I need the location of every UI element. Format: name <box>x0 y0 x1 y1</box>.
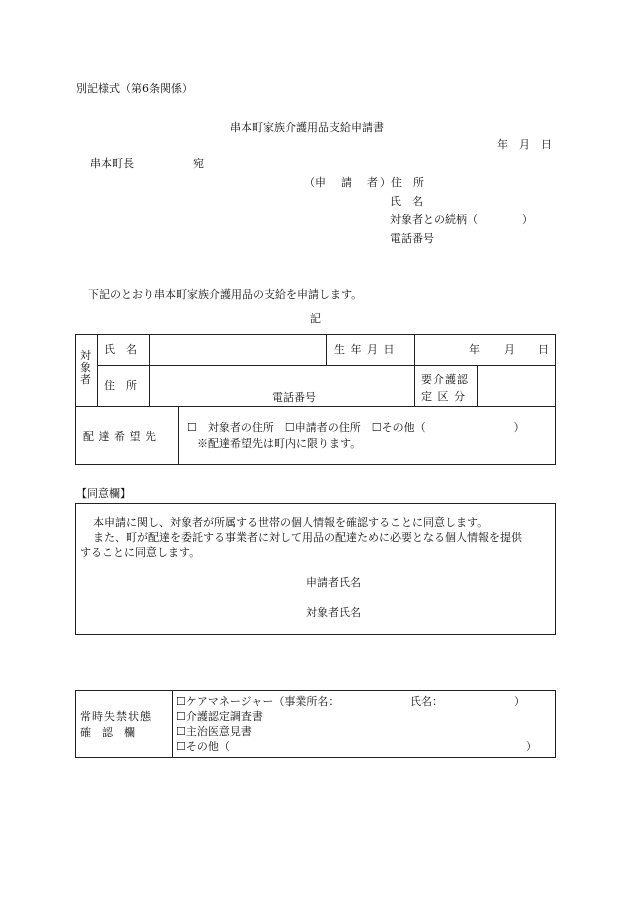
name-label: 氏 名 <box>104 343 137 356</box>
address-label: 住 所 <box>104 379 137 392</box>
applicant-signature-label: 申請者氏名 <box>306 576 361 589</box>
option-care-manager-name: 氏名： <box>410 695 443 708</box>
subject-label: 対 象 者 <box>80 349 91 386</box>
option-care-manager-close: ） <box>514 695 525 708</box>
form-reference: 別記様式（第6条関係） <box>76 82 193 95</box>
consent-line-3: することに同意します。 <box>80 546 201 559</box>
relation-label: 対象者との続柄（ ） <box>390 213 533 226</box>
birth-year: 年 <box>469 343 480 356</box>
applicant-label: （申 請 者）住 所 <box>304 176 424 189</box>
ki-heading: 記 <box>310 312 321 325</box>
birth-label: 生 年 月 日 <box>334 343 395 356</box>
option-care-manager[interactable]: ☐ケアマネージャー（事業所名： <box>176 695 340 708</box>
intro-text: 下記のとおり串本町家族介護用品の支給を申請します。 <box>88 288 363 301</box>
care-level-label: 要介護認 定 区 分 <box>421 373 469 403</box>
date-field: 年 月 日 <box>497 138 552 151</box>
consent-line-1: 本申請に関し、対象者が所属する世帯の個人情報を確認することに同意します。 <box>93 516 489 529</box>
option-doctor-opinion[interactable]: ☐主治医意見書 <box>176 725 252 738</box>
confirm-label-1: 常時失禁状態 <box>80 710 152 723</box>
phone-label: 電話番号 <box>390 232 434 245</box>
consent-heading: 【同意欄】 <box>76 487 131 500</box>
birth-day: 日 <box>538 343 549 356</box>
subject-signature-label: 対象者氏名 <box>306 606 361 619</box>
confirm-label-2: 確 認 欄 <box>80 726 135 739</box>
care-level-field[interactable] <box>478 367 555 405</box>
delivery-label: 配 達 希 望 先 <box>83 430 156 443</box>
delivery-options[interactable]: ☐ 対象者の住所 ☐申請者の住所 ☐その他（ ） <box>187 421 525 434</box>
addressee: 串本町長 <box>90 157 134 170</box>
option-care-survey[interactable]: ☐介護認定調査書 <box>176 710 263 723</box>
name-field[interactable] <box>150 336 325 364</box>
honorific: 宛 <box>193 157 204 170</box>
table-phone-label: 電話番号 <box>272 391 316 404</box>
applicant-name-label: 氏 名 <box>390 195 423 208</box>
document-title: 串本町家族介護用品支給申請書 <box>230 121 384 134</box>
option-other-close: ） <box>526 740 537 753</box>
option-other[interactable]: ☐その他（ <box>176 740 230 753</box>
consent-line-2: また、町が配達を委託する事業者に対して用品の配達ために必要となる個人情報を提供 <box>93 531 522 544</box>
delivery-note: ※配達希望先は町内に限ります。 <box>197 437 362 450</box>
birth-month: 月 <box>504 343 515 356</box>
